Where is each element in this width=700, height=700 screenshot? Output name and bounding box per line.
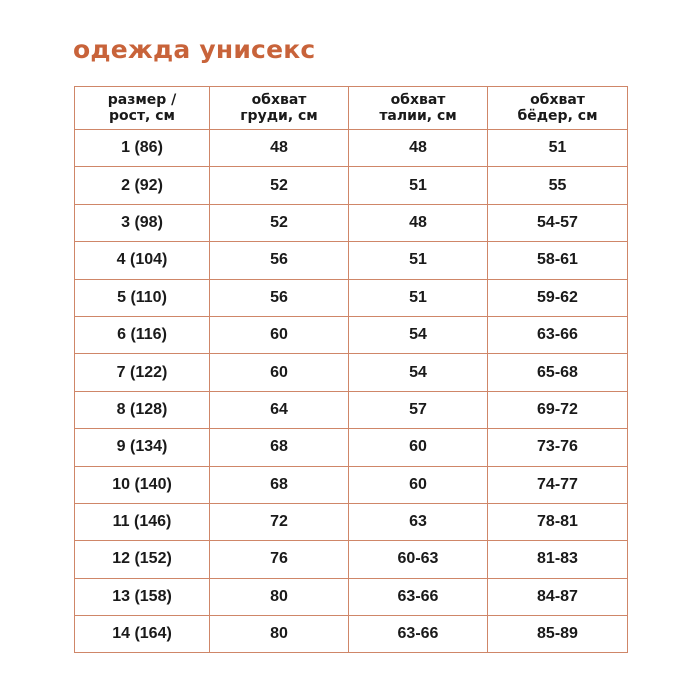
cell-chest: 60 [210,354,349,391]
table-row [75,204,628,241]
cell-hips: 59-62 [488,279,628,316]
table-row [75,167,628,204]
cell-waist: 51 [349,279,488,316]
cell-waist: 60-63 [349,541,488,578]
cell-hips: 54-57 [488,204,628,241]
table-row [75,503,628,540]
cell-chest: 60 [210,316,349,353]
page-title: одежда унисекс [73,35,316,64]
cell-hips: 63-66 [488,316,628,353]
cell-hips: 81-83 [488,541,628,578]
cell-size: 6 (116) [75,316,210,353]
cell-size: 11 (146) [75,503,210,540]
cell-chest: 80 [210,616,349,653]
cell-size: 2 (92) [75,167,210,204]
table-row [75,466,628,503]
cell-chest: 52 [210,167,349,204]
table-row [75,541,628,578]
cell-hips: 65-68 [488,354,628,391]
cell-chest: 80 [210,578,349,615]
cell-hips: 51 [488,130,628,167]
cell-chest: 56 [210,242,349,279]
cell-waist: 54 [349,316,488,353]
table-row [75,391,628,428]
table-row [75,130,628,167]
cell-waist: 63 [349,503,488,540]
cell-waist: 48 [349,130,488,167]
size-table [74,86,628,653]
cell-chest: 76 [210,541,349,578]
cell-waist: 60 [349,429,488,466]
cell-hips: 78-81 [488,503,628,540]
table-body [75,130,628,653]
table-row [75,279,628,316]
cell-chest: 56 [210,279,349,316]
cell-waist: 48 [349,204,488,241]
cell-size: 12 (152) [75,541,210,578]
cell-chest: 68 [210,429,349,466]
table-row [75,578,628,615]
cell-size: 13 (158) [75,578,210,615]
cell-waist: 51 [349,167,488,204]
cell-hips: 73-76 [488,429,628,466]
cell-waist: 51 [349,242,488,279]
cell-size: 4 (104) [75,242,210,279]
header-hips: обхват бёдер, см [488,87,628,130]
cell-waist: 63-66 [349,616,488,653]
cell-waist: 54 [349,354,488,391]
cell-size: 10 (140) [75,466,210,503]
cell-size: 8 (128) [75,391,210,428]
cell-chest: 72 [210,503,349,540]
cell-size: 7 (122) [75,354,210,391]
cell-size: 14 (164) [75,616,210,653]
cell-hips: 74-77 [488,466,628,503]
table-row [75,242,628,279]
cell-chest: 52 [210,204,349,241]
cell-size: 1 (86) [75,130,210,167]
cell-size: 5 (110) [75,279,210,316]
table-row [75,316,628,353]
header-chest: обхват груди, см [210,87,349,130]
header-size-height: размер / рост, см [75,87,210,130]
cell-hips: 84-87 [488,578,628,615]
table-row [75,616,628,653]
table-row [75,429,628,466]
cell-hips: 58-61 [488,242,628,279]
cell-waist: 60 [349,466,488,503]
table-header-row [75,87,628,130]
cell-hips: 85-89 [488,616,628,653]
cell-size: 9 (134) [75,429,210,466]
header-waist: обхват талии, см [349,87,488,130]
cell-chest: 64 [210,391,349,428]
cell-waist: 57 [349,391,488,428]
cell-size: 3 (98) [75,204,210,241]
cell-waist: 63-66 [349,578,488,615]
table-row [75,354,628,391]
cell-hips: 55 [488,167,628,204]
cell-chest: 68 [210,466,349,503]
cell-chest: 48 [210,130,349,167]
cell-hips: 69-72 [488,391,628,428]
